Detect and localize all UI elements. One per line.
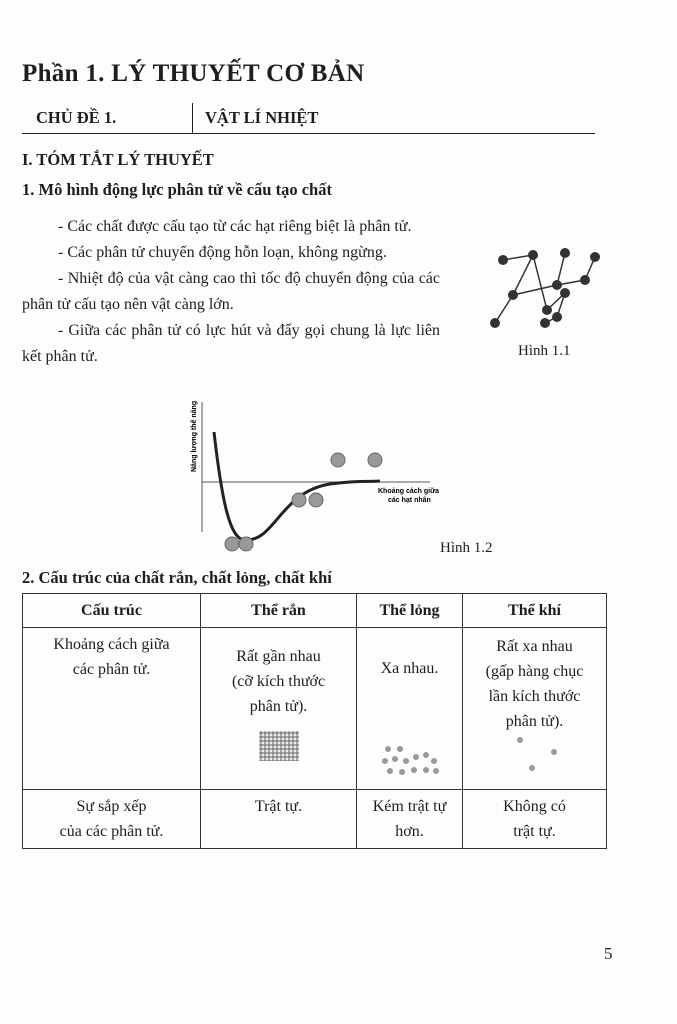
liquid-cell: Xa nhau. [357, 628, 463, 790]
topic-name: VẬT LÍ NHIỆT [205, 108, 319, 127]
potential-energy-figure [190, 392, 450, 552]
x-axis-label: các hạt nhân [388, 497, 431, 504]
paragraph: - Các phân tử chuyển động hỗn loạn, không ngừng. [58, 244, 387, 261]
figure-caption: Hình 1.1 [518, 343, 571, 359]
gas-particles-image [510, 734, 560, 774]
theory-paragraphs [22, 214, 440, 370]
solid-cell: Trật tự. [201, 790, 357, 849]
subsection-heading: 2. Cấu trúc của chất rắn, chất lỏng, chất khí [22, 568, 332, 587]
part-title: Phần 1. LÝ THUYẾT CƠ BẢN [22, 60, 365, 87]
liquid-cell: Kém trật tự hơn. [357, 790, 463, 849]
gas-cell: Rất xa nhau (gấp hàng chục lần kích thước phân tử). [463, 628, 607, 790]
header-cell: Thể rắn [201, 594, 357, 628]
paragraph: - Nhiệt độ của vật càng cao thì tốc độ chuyển động của các phân tử cấu tạo nên vật càng lớn. [22, 270, 440, 313]
table-row [23, 790, 607, 849]
header-cell: Thể lỏng [357, 594, 463, 628]
x-axis-label: Khoảng cách giữa [378, 488, 440, 495]
topic-header [22, 103, 595, 134]
subsection-heading: 1. Mô hình động lực phân tử về cấu tạo chất [22, 180, 332, 199]
header-cell: Thể khí [463, 594, 607, 628]
topic-number: CHỦ ĐỀ 1. [36, 108, 117, 127]
figure-caption: Hình 1.2 [440, 540, 493, 556]
paragraph: - Giữa các phân tử có lực hút và đẩy gọi chung là lực liên kết phân tử. [22, 322, 440, 365]
table-header-row [23, 594, 607, 628]
row-label: Sự sắp xếp của các phân tử. [23, 790, 201, 849]
solid-cell: Rất gần nhau (cỡ kích thước phân tử). [201, 628, 357, 790]
header-cell: Cấu trúc [23, 594, 201, 628]
molecule-motion-figure [485, 245, 605, 335]
gas-cell: Không có trật tự. [463, 790, 607, 849]
page-number: 5 [604, 944, 613, 963]
states-of-matter-table [22, 593, 607, 849]
row-label: Khoảng cách giữa các phân tử. [23, 628, 201, 790]
section-heading: I. TÓM TẮT LÝ THUYẾT [22, 150, 214, 169]
y-axis-label: Năng lượng thế năng [191, 400, 198, 472]
solid-particles-image [259, 731, 299, 761]
table-row [23, 628, 607, 790]
paragraph: - Các chất được cấu tạo từ các hạt riêng biệt là phân tử. [58, 218, 412, 235]
liquid-particles-image [380, 743, 440, 777]
divider [192, 103, 193, 133]
